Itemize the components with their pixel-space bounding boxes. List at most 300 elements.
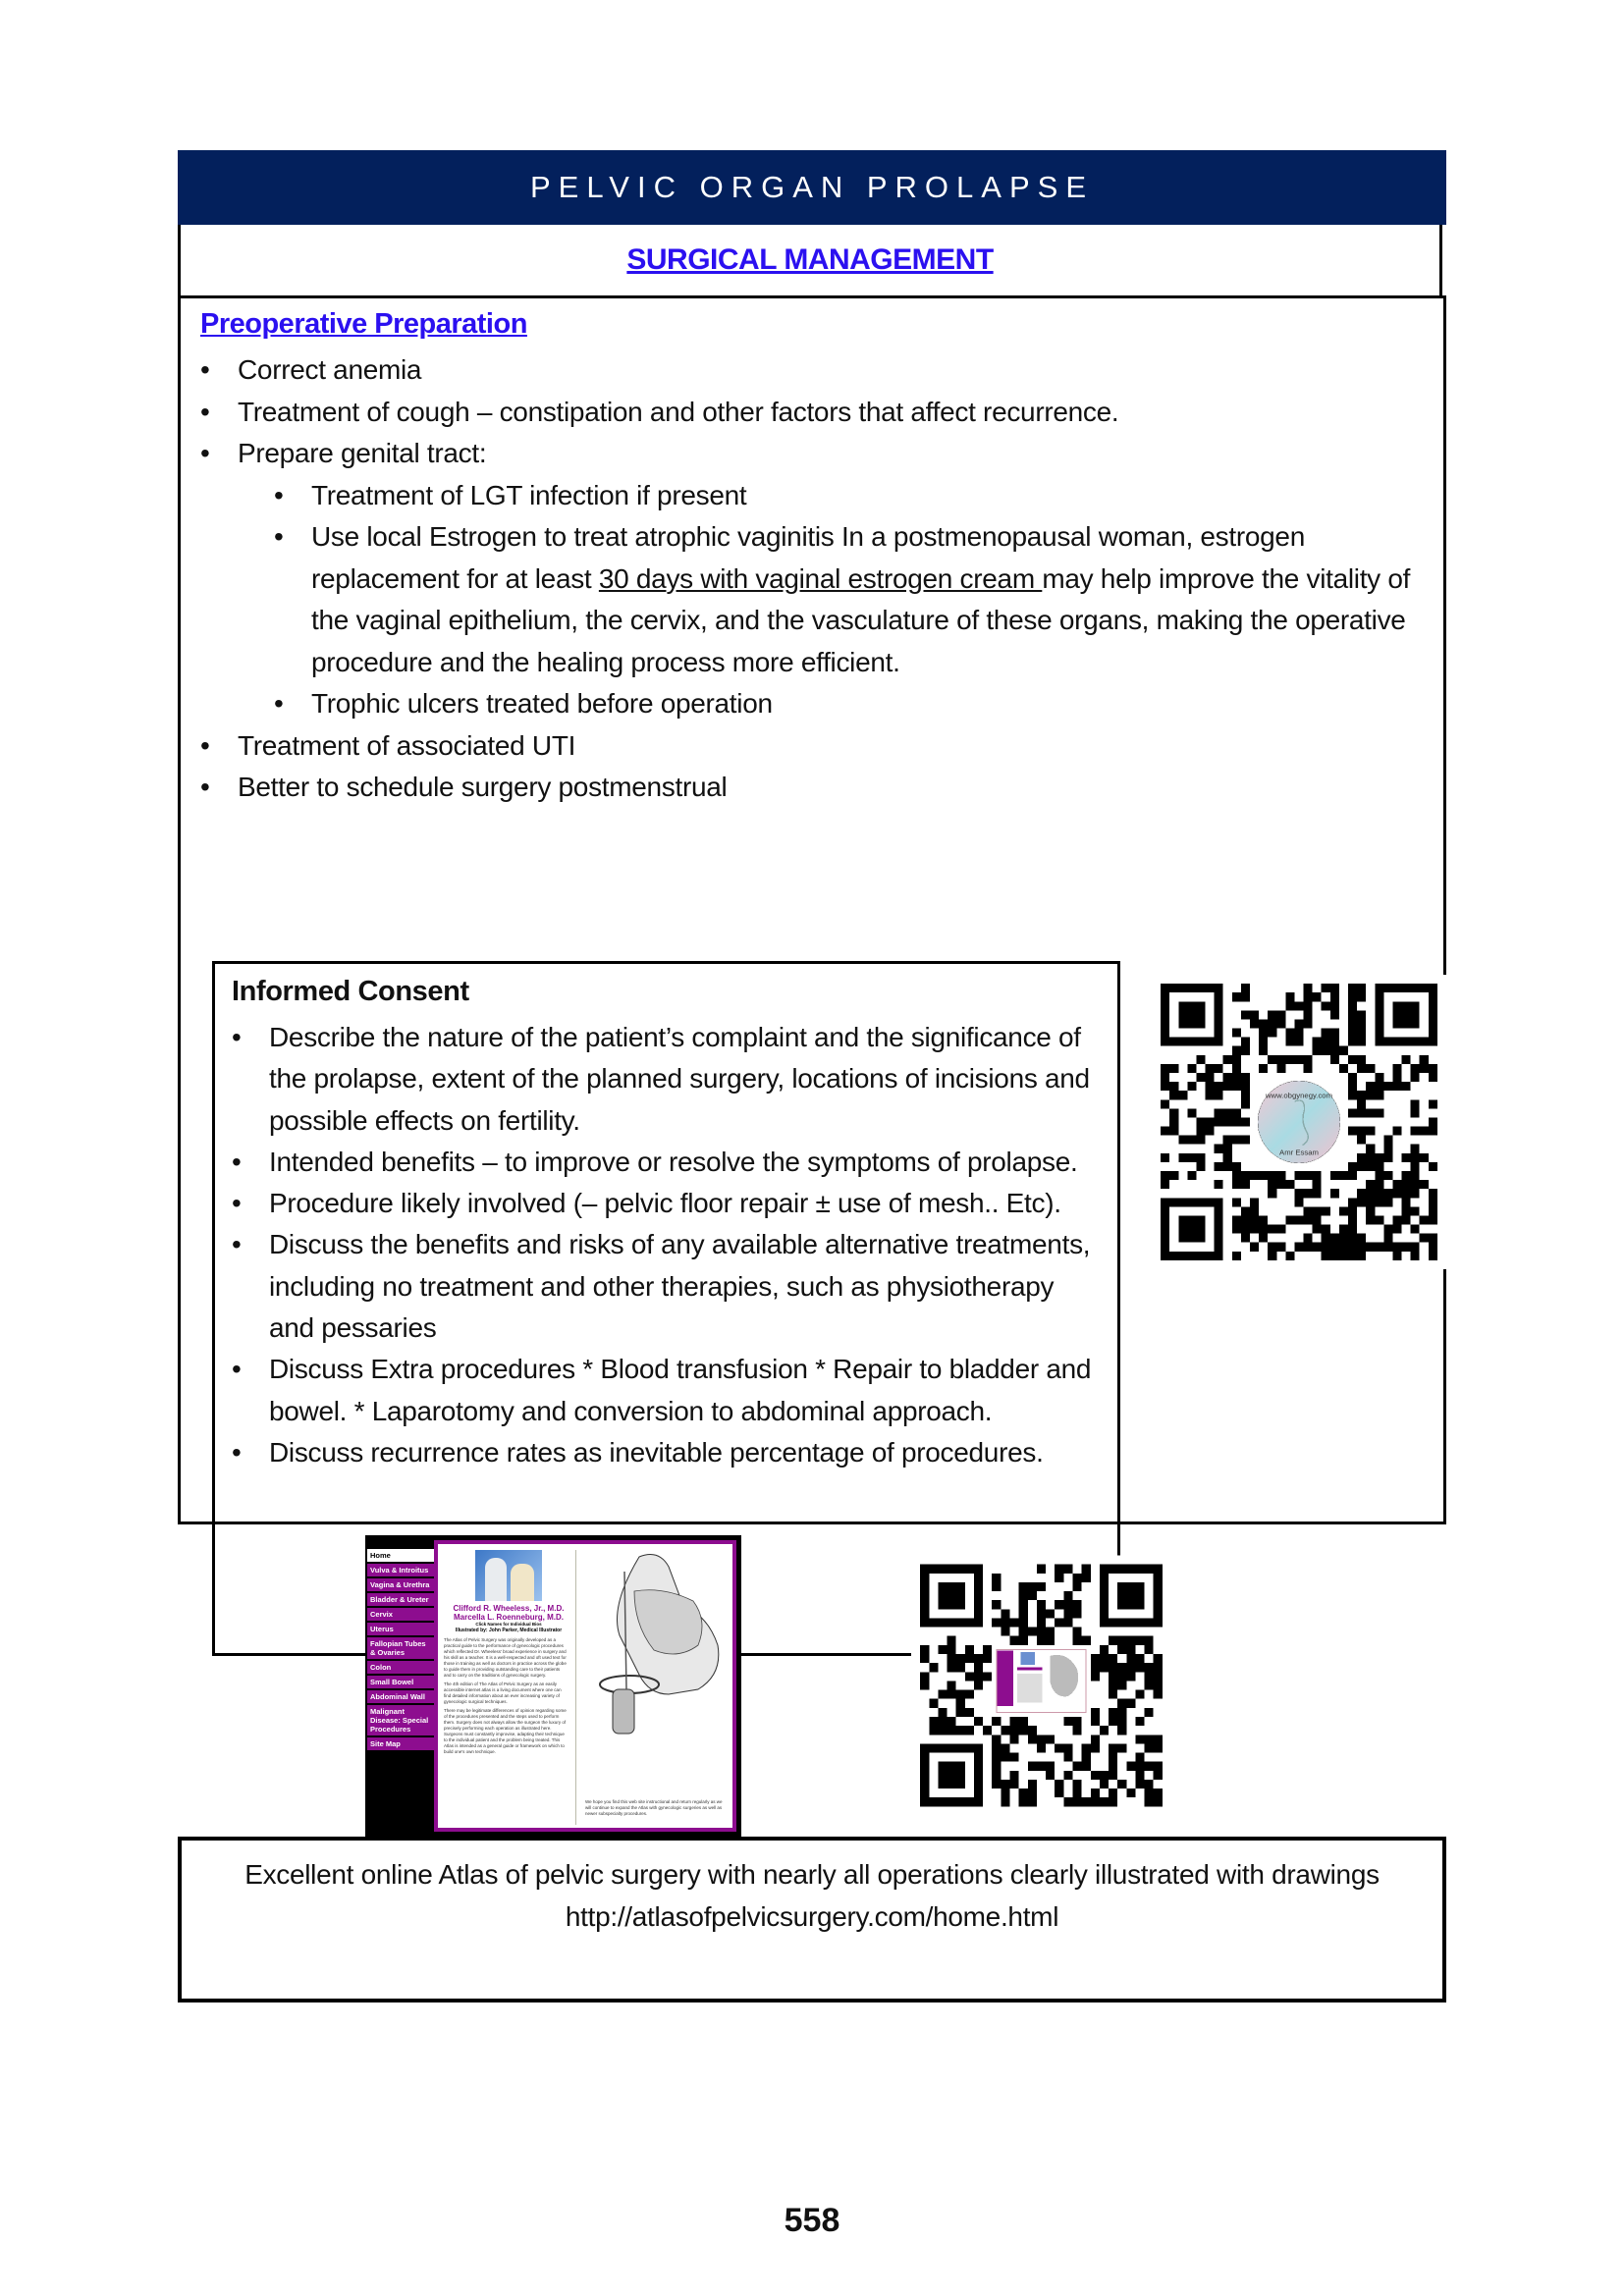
qr-module [1241, 1225, 1250, 1234]
qr-module [1294, 1171, 1303, 1180]
qr-module [1223, 1117, 1232, 1126]
list-item [200, 433, 1418, 725]
qr-module [1028, 1762, 1037, 1771]
qr-module [1250, 1171, 1259, 1180]
qr-module [1392, 1189, 1401, 1198]
qr-module [1294, 1215, 1303, 1224]
qr-module [1010, 1726, 1019, 1735]
atlas-footer-text: We hope you find this web site instructional and return regularly as we will continue to expand the Atlas with gynecologic surgeries as well as newer subspecialty procedures. [585, 1799, 723, 1816]
qr-module [1366, 1189, 1375, 1198]
qr-code-atlas[interactable] [911, 1548, 1171, 1823]
qr-module [1285, 1029, 1294, 1038]
qr-module [1241, 1136, 1250, 1145]
qr-module [992, 1743, 1001, 1752]
qr-module [1348, 1215, 1357, 1224]
qr-module [1135, 1690, 1144, 1699]
qr-module [1392, 1252, 1401, 1260]
qr-module [929, 1717, 938, 1726]
qr-module [1206, 1073, 1215, 1082]
qr-module [1109, 1672, 1117, 1681]
qr-module [1304, 1206, 1313, 1215]
qr-module [1154, 1797, 1163, 1806]
qr-module [1019, 1582, 1028, 1591]
qr-module [1429, 1215, 1437, 1224]
qr-module [1375, 1073, 1383, 1082]
qr-module [992, 1771, 1001, 1780]
qr-module [1330, 1189, 1339, 1198]
qr-code-obgynegy[interactable] [1152, 965, 1446, 1279]
qr-module [1241, 1215, 1250, 1224]
qr-module [1357, 992, 1366, 1001]
qr-module [1169, 1091, 1178, 1099]
qr-module [1145, 1762, 1154, 1771]
qr-module [1339, 1252, 1348, 1260]
qr-module [1100, 1654, 1109, 1663]
qr-module [1268, 1180, 1276, 1189]
qr-module [974, 1663, 983, 1672]
qr-module [1268, 1010, 1276, 1019]
qr-module [1429, 1064, 1437, 1073]
qr-module [1304, 1189, 1313, 1198]
qr-module [1037, 1636, 1046, 1645]
qr-module [1019, 1789, 1028, 1797]
qr-module [1187, 1136, 1196, 1145]
atlas-paragraph: There may be legitimate differences of opinion regarding some of the procedures presented and the steps used to perform them. Surgery does not always allow the surgeon the luxury of precisely performing each operation as illustrated here. Surgeons must constantly improvise, adapting their technique to the individual patient and the problem being treated. This Atlas is intended as a general guide or framework on which to build one's own technique. [444, 1708, 567, 1754]
qr-module [1072, 1717, 1081, 1726]
qr-module [1313, 1206, 1322, 1215]
qr-module [1091, 1717, 1100, 1726]
qr-module [1117, 1780, 1126, 1789]
qr-module [1357, 1243, 1366, 1252]
qr-module [1366, 1215, 1375, 1224]
qr-module [929, 1699, 938, 1708]
qr-module [1100, 1797, 1109, 1806]
qr-module [1250, 1019, 1259, 1028]
qr-module [1010, 1771, 1019, 1780]
atlas-paragraph: The Atlas of Pelvic Surgery was originally developed as a practical guide to the performance of gynecologic procedures which reflected Dr. Wheeless' broad experience in surgery and his skill as a teacher. It is a well-respected and oft used text for those in training as well as doctors in practice across the globe to guide them in providing outstanding care to their patients and to carry on the traditions of gynecologic surgery. [444, 1637, 567, 1678]
list-item: • Discuss recurrence rates as inevitable percentage of procedures. [232, 1432, 1096, 1473]
qr-module [1259, 1225, 1268, 1234]
qr-module [1313, 1180, 1322, 1189]
qr-module [1276, 1225, 1285, 1234]
qr-module [1357, 1019, 1366, 1028]
qr-module [1304, 992, 1313, 1001]
qr-module [1420, 1153, 1429, 1162]
qr-module [1019, 1600, 1028, 1609]
qr-module [1375, 1189, 1383, 1198]
qr-module [1411, 1225, 1420, 1234]
qr-module [1055, 1789, 1063, 1797]
qr-module [1109, 1708, 1117, 1717]
qr-module [1411, 1064, 1420, 1073]
qr-module [1187, 1082, 1196, 1091]
atlas-website-thumbnail[interactable] [365, 1535, 741, 1837]
qr-finder-pattern [1178, 1001, 1205, 1028]
qr-module [1259, 1215, 1268, 1224]
qr-module [1117, 1672, 1126, 1681]
qr-module [1411, 1145, 1420, 1153]
qr-module [965, 1708, 974, 1717]
qr-module [1357, 1127, 1366, 1136]
qr-module [1241, 1099, 1250, 1108]
qr-module [1063, 1753, 1072, 1762]
atlas-url-link[interactable]: http://atlasofpelvicsurgery.com/home.html [565, 1900, 1059, 1932]
qr-module [938, 1708, 947, 1717]
qr-module [1091, 1663, 1100, 1672]
page-number: 558 [784, 2202, 840, 2239]
qr-module [1082, 1636, 1091, 1645]
illustrator-credit: Illustrated by: John Parker, Medical Illustrator [455, 1628, 563, 1633]
qr-module [1348, 1234, 1357, 1243]
atlas-nav-item: Malignant Disease: Special Procedures [367, 1705, 436, 1735]
qr-module [1091, 1708, 1100, 1717]
qr-module [992, 1582, 1001, 1591]
qr-module [1322, 984, 1330, 992]
qr-module [1322, 1038, 1330, 1046]
qr-module [1383, 1234, 1392, 1243]
qr-module [1375, 1198, 1383, 1206]
qr-module [1001, 1743, 1009, 1752]
qr-module [1259, 1064, 1268, 1073]
qr-module [992, 1618, 1001, 1627]
qr-finder-pattern [938, 1582, 964, 1609]
caption-description: Excellent online Atlas of pelvic surgery with nearly all operations clearly illustrated with drawings [244, 1859, 1380, 1890]
qr-module [1420, 1127, 1429, 1136]
list-item [274, 516, 1418, 683]
page-title: PELVIC ORGAN PROLAPSE [178, 150, 1446, 225]
qr-module [1063, 1591, 1072, 1600]
qr-module [1339, 1064, 1348, 1073]
qr-module [1348, 1206, 1357, 1215]
qr-module [1375, 1180, 1383, 1189]
qr-module [1037, 1609, 1046, 1618]
qr-module [1357, 1108, 1366, 1117]
qr-module [1429, 1252, 1437, 1260]
qr-module [992, 1735, 1001, 1743]
qr-module [1223, 1082, 1232, 1091]
qr-module [1330, 1252, 1339, 1260]
qr-module [1241, 1091, 1250, 1099]
qr-module [1241, 1234, 1250, 1243]
qr-module [1294, 1019, 1303, 1028]
qr-module [1357, 1234, 1366, 1243]
qr-module [1109, 1654, 1117, 1663]
atlas-nav-item: Colon [367, 1661, 436, 1674]
qr-module [938, 1690, 947, 1699]
qr-module [1348, 1019, 1357, 1028]
qr-module [1402, 1206, 1411, 1215]
qr-module [1169, 1117, 1178, 1126]
qr-module [1135, 1654, 1144, 1663]
qr-module [1402, 1189, 1411, 1198]
qr-module [1037, 1762, 1046, 1771]
qr-module [1215, 1108, 1223, 1117]
qr-module [1072, 1582, 1081, 1591]
atlas-nav-item: Site Map [367, 1737, 436, 1750]
qr-module [1330, 992, 1339, 1001]
atlas-caption-text [182, 1841, 1442, 1938]
qr-module [1304, 1055, 1313, 1064]
qr-module [1250, 1206, 1259, 1215]
qr-module [1215, 1162, 1223, 1171]
qr-module [920, 1681, 929, 1689]
qr-module [956, 1690, 965, 1699]
qr-module [1001, 1780, 1009, 1789]
qr-module [1154, 1672, 1163, 1681]
qr-module [1304, 1243, 1313, 1252]
qr-module [1154, 1654, 1163, 1663]
qr-module [1028, 1735, 1037, 1743]
qr-module [1063, 1717, 1072, 1726]
qr-module [1330, 1171, 1339, 1180]
author-name: Marcella L. Roenneburg, M.D. [453, 1613, 564, 1622]
qr-module [1348, 984, 1357, 992]
qr-module [1250, 1225, 1259, 1234]
qr-module [1357, 1010, 1366, 1019]
qr-module [1268, 1243, 1276, 1252]
list-item: • Correct anemia [200, 349, 1418, 392]
qr-module [1072, 1797, 1081, 1806]
qr-module [1161, 1099, 1169, 1108]
qr-module [1100, 1663, 1109, 1672]
qr-module [1348, 1029, 1357, 1038]
qr-module [1402, 1243, 1411, 1252]
list-item: • Intended benefits – to improve or resolve the symptoms of prolapse. [232, 1142, 1096, 1183]
qr-module [1429, 1073, 1437, 1082]
qr-module [1357, 1252, 1366, 1260]
qr-module [1109, 1636, 1117, 1645]
qr-module [1357, 1064, 1366, 1073]
qr-module [1285, 1001, 1294, 1010]
qr-module [965, 1690, 974, 1699]
qr-module [1063, 1618, 1072, 1627]
qr-module [1206, 1082, 1215, 1091]
qr-module [1019, 1628, 1028, 1636]
atlas-nav-item: Home [367, 1549, 436, 1562]
qr-module [1117, 1636, 1126, 1645]
qr-module [1304, 1064, 1313, 1073]
qr-module [1145, 1789, 1154, 1797]
surgical-drawing-illustration [585, 1552, 728, 1748]
qr-module [1392, 1180, 1401, 1189]
qr-module [1206, 1091, 1215, 1099]
qr-module [1366, 1153, 1375, 1162]
qr-module [974, 1717, 983, 1726]
qr-module [1348, 1252, 1357, 1260]
qr-module [1241, 1180, 1250, 1189]
atlas-nav-item: Vagina & Urethra [367, 1578, 436, 1591]
qr-module [1322, 1046, 1330, 1055]
qr-module [1375, 1108, 1383, 1117]
qr-module [1019, 1618, 1028, 1627]
qr-module [1375, 1215, 1383, 1224]
qr-module [1091, 1672, 1100, 1681]
qr-module [1206, 1127, 1215, 1136]
qr-module [956, 1726, 965, 1735]
qr-module [1001, 1726, 1009, 1735]
qr-module [1339, 1206, 1348, 1215]
qr-module [1276, 1243, 1285, 1252]
qr-module [1429, 1099, 1437, 1108]
qr-module [1145, 1708, 1154, 1717]
qr-module [1402, 1055, 1411, 1064]
qr-module [1259, 1038, 1268, 1046]
qr-module [1010, 1735, 1019, 1743]
qr-module [1268, 1055, 1276, 1064]
qr-module [1126, 1645, 1135, 1654]
qr-module [1420, 1234, 1429, 1243]
qr-module [1276, 1010, 1285, 1019]
qr-module [1223, 1145, 1232, 1153]
qr-module [1268, 1189, 1276, 1198]
qr-module [1126, 1789, 1135, 1797]
qr-module [1187, 1064, 1196, 1073]
qr-module [1091, 1654, 1100, 1663]
qr-module [1348, 1171, 1357, 1180]
qr-module [965, 1672, 974, 1681]
qr-module [1223, 1162, 1232, 1171]
qr-module [1196, 1127, 1205, 1136]
qr-module [1241, 1046, 1250, 1055]
qr-module [1429, 1234, 1437, 1243]
qr-module [1330, 1055, 1339, 1064]
estrogen-text-end: may help improve the vitality of the vaginal epithelium, the cervix, and the vasculature of these organs, making the operative procedure and the healing process more efficient. [311, 562, 1411, 677]
qr-module [1223, 1153, 1232, 1162]
surgical-management-link[interactable]: SURGICAL MANAGEMENT [626, 243, 994, 276]
qr-module [1411, 1099, 1420, 1108]
qr-module [1063, 1797, 1072, 1806]
content-body [178, 295, 1446, 1524]
qr-module [1196, 1073, 1205, 1082]
qr-module [1145, 1672, 1154, 1681]
qr-module [1028, 1797, 1037, 1806]
qr-module [1348, 1038, 1357, 1046]
qr-module [1109, 1663, 1117, 1672]
qr-module [983, 1645, 992, 1654]
qr-module [1383, 1198, 1392, 1206]
qr-module [1357, 984, 1366, 992]
qr-module [956, 1654, 965, 1663]
qr-module [1348, 1225, 1357, 1234]
qr-module [1037, 1618, 1046, 1627]
preoperative-list [200, 349, 1418, 809]
qr-module [1366, 1162, 1375, 1171]
qr-module [1366, 1243, 1375, 1252]
qr-module [1402, 1153, 1411, 1162]
qr-module [1028, 1628, 1037, 1636]
qr-module [1366, 1206, 1375, 1215]
qr-module [1304, 1001, 1313, 1010]
qr-module [1046, 1762, 1055, 1771]
qr-module [1357, 1189, 1366, 1198]
qr-module [1357, 1099, 1366, 1108]
list-item: • Treatment of LGT infection if present [274, 475, 1418, 517]
qr-module [1429, 1206, 1437, 1215]
qr-module [1330, 1029, 1339, 1038]
qr-module [1392, 1064, 1401, 1073]
qr-module [965, 1645, 974, 1654]
qr-module [1232, 1198, 1241, 1206]
qr-module [1411, 1243, 1420, 1252]
qr-module [1313, 1038, 1322, 1046]
qr-module [1294, 1189, 1303, 1198]
qr-module [1322, 1206, 1330, 1215]
qr-module [1304, 1171, 1313, 1180]
qr-module [1109, 1743, 1117, 1752]
qr-module [1420, 1055, 1429, 1064]
qr-module [1285, 1215, 1294, 1224]
qr-module [1330, 1001, 1339, 1010]
qr-module [1232, 1162, 1241, 1171]
qr-module [1232, 992, 1241, 1001]
qr-module [1411, 1252, 1420, 1260]
qr-module [1411, 1171, 1420, 1180]
qr-module [1348, 1073, 1357, 1082]
qr-module [1091, 1743, 1100, 1752]
qr-module [1357, 1029, 1366, 1038]
qr-module [1178, 1153, 1187, 1162]
qr-module [1268, 1252, 1276, 1260]
qr-module [1196, 1162, 1205, 1171]
qr-module [1010, 1618, 1019, 1627]
informed-consent-list [232, 1017, 1096, 1473]
qr-module [1145, 1797, 1154, 1806]
qr-module [1010, 1780, 1019, 1789]
qr-module [1241, 1038, 1250, 1046]
qr-module [1206, 1064, 1215, 1073]
qr-logo-url [1265, 1091, 1332, 1099]
preoperative-preparation-link[interactable]: Preoperative Preparation [200, 308, 527, 340]
qr-module [1429, 1117, 1437, 1126]
qr-module [1383, 1225, 1392, 1234]
qr-module [1019, 1726, 1028, 1735]
qr-module [1161, 1171, 1169, 1180]
qr-module [1091, 1789, 1100, 1797]
qr-module [947, 1645, 956, 1654]
qr-module [947, 1681, 956, 1689]
qr-module [1082, 1762, 1091, 1771]
qr-module [1348, 992, 1357, 1001]
atlas-nav-item: Bladder & Ureter [367, 1593, 436, 1606]
qr-module [1285, 1038, 1294, 1046]
qr-module [1348, 1198, 1357, 1206]
qr-module [1366, 1198, 1375, 1206]
qr-module [1091, 1797, 1100, 1806]
qr-module [1402, 1082, 1411, 1091]
qr-module [1276, 1180, 1285, 1189]
qr-module [1366, 1082, 1375, 1091]
qr-module [1402, 1198, 1411, 1206]
qr-module [1313, 992, 1322, 1001]
qr-module [1411, 1073, 1420, 1082]
qr-module [1268, 1171, 1276, 1180]
qr-module [1294, 1198, 1303, 1206]
qr-module [1241, 984, 1250, 992]
qr-module [965, 1654, 974, 1663]
qr-module [1232, 1215, 1241, 1224]
section-subtitle-row [178, 225, 1442, 295]
qr-finder-pattern [1392, 1001, 1419, 1028]
qr-module [1268, 1029, 1276, 1038]
qr-module [1109, 1717, 1117, 1726]
qr-module [1063, 1600, 1072, 1609]
qr-module [1322, 1001, 1330, 1010]
qr-module [1392, 1082, 1401, 1091]
qr-module [947, 1654, 956, 1663]
qr-logo-badge [1250, 1078, 1348, 1167]
qr-module [1154, 1690, 1163, 1699]
qr-module [1223, 1108, 1232, 1117]
